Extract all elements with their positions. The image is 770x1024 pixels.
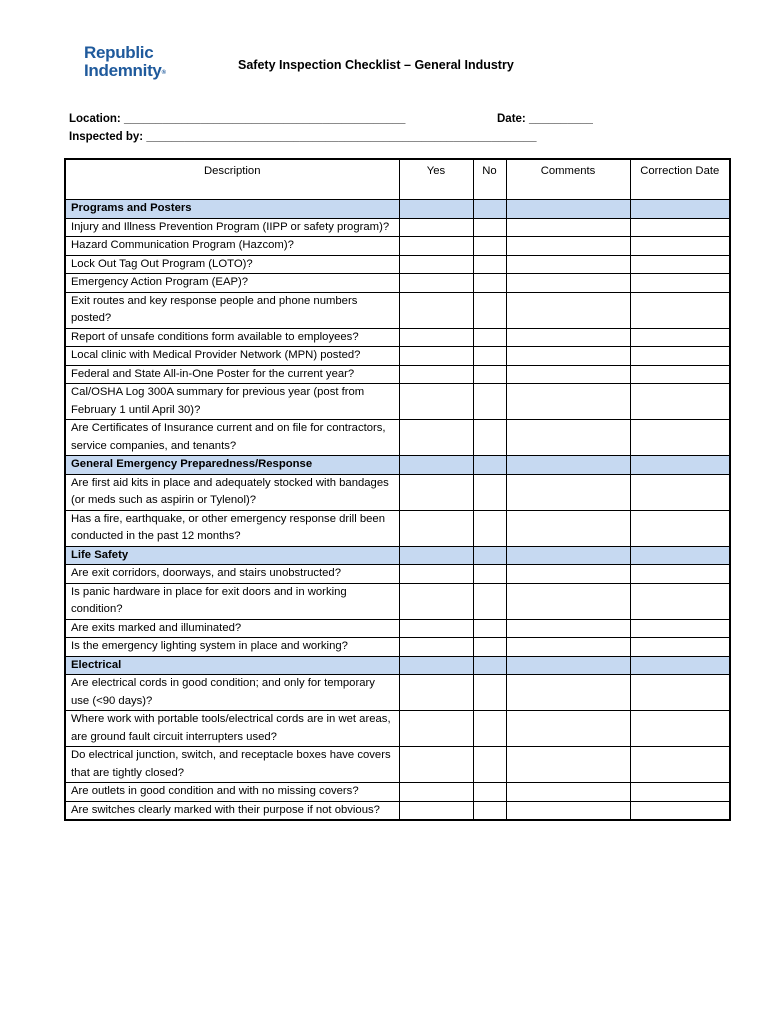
- table-row: [65, 675, 730, 711]
- comments-cell[interactable]: [506, 638, 630, 657]
- question-text: Emergency Action Program (EAP)?: [65, 274, 399, 293]
- yes-cell[interactable]: [399, 365, 473, 384]
- table-header-row: [65, 159, 730, 200]
- yes-cell[interactable]: [399, 420, 473, 456]
- question-text: Exit routes and key response people and phone numbers posted?: [65, 292, 399, 328]
- table-row: [65, 565, 730, 584]
- table-row: [65, 218, 730, 237]
- question-text: Are first aid kits in place and adequately stocked with bandages (or meds such as aspirin or Tylenol)?: [65, 474, 399, 510]
- comments-cell[interactable]: [506, 218, 630, 237]
- yes-cell[interactable]: [399, 347, 473, 366]
- logo-line1: Republic: [84, 43, 154, 62]
- section-title: General Emergency Preparedness/Response: [65, 456, 399, 475]
- yes-cell[interactable]: [399, 255, 473, 274]
- table-row: [65, 420, 730, 456]
- comments-cell[interactable]: [506, 619, 630, 638]
- section-header-row: [65, 656, 730, 675]
- question-text: Hazard Communication Program (Hazcom)?: [65, 237, 399, 256]
- table-row: [65, 619, 730, 638]
- table-row: [65, 292, 730, 328]
- no-cell[interactable]: [473, 675, 506, 711]
- yes-cell[interactable]: [399, 292, 473, 328]
- yes-cell[interactable]: [399, 638, 473, 657]
- question-text: Where work with portable tools/electrical cords are in wet areas, are ground fault circuit interrupters used?: [65, 711, 399, 747]
- comments-cell[interactable]: [506, 365, 630, 384]
- section-blank-cell: [506, 546, 630, 565]
- correction-date-cell[interactable]: [630, 747, 730, 783]
- table-row: [65, 474, 730, 510]
- table-row: [65, 711, 730, 747]
- correction-date-cell[interactable]: [630, 384, 730, 420]
- section-header-row: [65, 456, 730, 475]
- header-description: Description: [65, 159, 399, 200]
- correction-date-cell[interactable]: [630, 711, 730, 747]
- question-text: Lock Out Tag Out Program (LOTO)?: [65, 255, 399, 274]
- comments-cell[interactable]: [506, 675, 630, 711]
- section-blank-cell: [473, 546, 506, 565]
- section-blank-cell: [473, 456, 506, 475]
- yes-cell[interactable]: [399, 474, 473, 510]
- no-cell[interactable]: [473, 801, 506, 820]
- no-cell[interactable]: [473, 292, 506, 328]
- location-field[interactable]: Location: ____________________________________________: [69, 113, 406, 125]
- no-cell[interactable]: [473, 237, 506, 256]
- comments-cell[interactable]: [506, 510, 630, 546]
- logo-trademark: ®: [161, 70, 166, 76]
- correction-date-cell[interactable]: [630, 783, 730, 802]
- inspected-by-field[interactable]: Inspected by: _____________________________________________________________: [69, 131, 537, 143]
- comments-cell[interactable]: [506, 783, 630, 802]
- table-row: [65, 237, 730, 256]
- table-row: [65, 583, 730, 619]
- correction-date-cell[interactable]: [630, 274, 730, 293]
- no-cell[interactable]: [473, 783, 506, 802]
- section-blank-cell: [630, 656, 730, 675]
- comments-cell[interactable]: [506, 583, 630, 619]
- question-text: Federal and State All-in-One Poster for the current year?: [65, 365, 399, 384]
- section-header-row: [65, 200, 730, 219]
- table-row: [65, 255, 730, 274]
- yes-cell[interactable]: [399, 801, 473, 820]
- yes-cell[interactable]: [399, 747, 473, 783]
- yes-cell[interactable]: [399, 510, 473, 546]
- comments-cell[interactable]: [506, 747, 630, 783]
- yes-cell[interactable]: [399, 565, 473, 584]
- yes-cell[interactable]: [399, 274, 473, 293]
- checklist-table: [64, 158, 731, 821]
- yes-cell[interactable]: [399, 328, 473, 347]
- section-blank-cell: [399, 656, 473, 675]
- section-title: Electrical: [65, 656, 399, 675]
- question-text: Are Certificates of Insurance current and on file for contractors, service companies, and tenants?: [65, 420, 399, 456]
- section-blank-cell: [399, 200, 473, 219]
- comments-cell[interactable]: [506, 474, 630, 510]
- question-text: Report of unsafe conditions form available to employees?: [65, 328, 399, 347]
- correction-date-cell[interactable]: [630, 292, 730, 328]
- header-comments: Comments: [506, 159, 630, 200]
- header-yes: Yes: [399, 159, 473, 200]
- table-row: [65, 384, 730, 420]
- correction-date-cell[interactable]: [630, 328, 730, 347]
- section-blank-cell: [506, 456, 630, 475]
- page-title: Safety Inspection Checklist – General Industry: [238, 58, 514, 72]
- section-header-row: [65, 546, 730, 565]
- no-cell[interactable]: [473, 565, 506, 584]
- section-blank-cell: [473, 200, 506, 219]
- no-cell[interactable]: [473, 711, 506, 747]
- no-cell[interactable]: [473, 747, 506, 783]
- comments-cell[interactable]: [506, 274, 630, 293]
- yes-cell[interactable]: [399, 783, 473, 802]
- no-cell[interactable]: [473, 255, 506, 274]
- comments-cell[interactable]: [506, 801, 630, 820]
- comments-cell[interactable]: [506, 292, 630, 328]
- no-cell[interactable]: [473, 583, 506, 619]
- yes-cell[interactable]: [399, 711, 473, 747]
- correction-date-cell[interactable]: [630, 675, 730, 711]
- comments-cell[interactable]: [506, 237, 630, 256]
- correction-date-cell[interactable]: [630, 619, 730, 638]
- section-blank-cell: [630, 546, 730, 565]
- table-row: [65, 510, 730, 546]
- no-cell[interactable]: [473, 474, 506, 510]
- correction-date-cell[interactable]: [630, 583, 730, 619]
- correction-date-cell[interactable]: [630, 347, 730, 366]
- comments-cell[interactable]: [506, 328, 630, 347]
- correction-date-cell[interactable]: [630, 420, 730, 456]
- section-title: Life Safety: [65, 546, 399, 565]
- correction-date-cell[interactable]: [630, 474, 730, 510]
- yes-cell[interactable]: [399, 675, 473, 711]
- no-cell[interactable]: [473, 510, 506, 546]
- question-text: Has a fire, earthquake, or other emergency response drill been conducted in the past 12 months?: [65, 510, 399, 546]
- table-row: [65, 328, 730, 347]
- no-cell[interactable]: [473, 328, 506, 347]
- question-text: Are exits marked and illuminated?: [65, 619, 399, 638]
- table-row: [65, 747, 730, 783]
- section-title: Programs and Posters: [65, 200, 399, 219]
- no-cell[interactable]: [473, 384, 506, 420]
- comments-cell[interactable]: [506, 420, 630, 456]
- yes-cell[interactable]: [399, 619, 473, 638]
- correction-date-cell[interactable]: [630, 365, 730, 384]
- section-blank-cell: [630, 456, 730, 475]
- yes-cell[interactable]: [399, 218, 473, 237]
- table-row: [65, 274, 730, 293]
- republic-indemnity-logo: [84, 44, 166, 80]
- no-cell[interactable]: [473, 218, 506, 237]
- section-blank-cell: [399, 456, 473, 475]
- question-text: Are switches clearly marked with their purpose if not obvious?: [65, 801, 399, 820]
- correction-date-cell[interactable]: [630, 510, 730, 546]
- question-text: Local clinic with Medical Provider Network (MPN) posted?: [65, 347, 399, 366]
- yes-cell[interactable]: [399, 583, 473, 619]
- correction-date-cell[interactable]: [630, 801, 730, 820]
- table-row: [65, 801, 730, 820]
- correction-date-cell[interactable]: [630, 255, 730, 274]
- question-text: Do electrical junction, switch, and receptacle boxes have covers that are tightly closed?: [65, 747, 399, 783]
- correction-date-cell[interactable]: [630, 638, 730, 657]
- yes-cell[interactable]: [399, 384, 473, 420]
- no-cell[interactable]: [473, 274, 506, 293]
- question-text: Injury and Illness Prevention Program (IIPP or safety program)?: [65, 218, 399, 237]
- section-blank-cell: [630, 200, 730, 219]
- header-correction-date: Correction Date: [630, 159, 730, 200]
- table-row: [65, 365, 730, 384]
- comments-cell[interactable]: [506, 347, 630, 366]
- question-text: Are electrical cords in good condition; and only for temporary use (<90 days)?: [65, 675, 399, 711]
- no-cell[interactable]: [473, 638, 506, 657]
- question-text: Is panic hardware in place for exit doors and in working condition?: [65, 583, 399, 619]
- date-field[interactable]: Date: __________: [497, 113, 593, 125]
- yes-cell[interactable]: [399, 237, 473, 256]
- no-cell[interactable]: [473, 365, 506, 384]
- correction-date-cell[interactable]: [630, 237, 730, 256]
- section-blank-cell: [399, 546, 473, 565]
- comments-cell[interactable]: [506, 565, 630, 584]
- logo-line2: Indemnity: [84, 61, 162, 80]
- comments-cell[interactable]: [506, 711, 630, 747]
- correction-date-cell[interactable]: [630, 218, 730, 237]
- question-text: Are outlets in good condition and with no missing covers?: [65, 783, 399, 802]
- no-cell[interactable]: [473, 619, 506, 638]
- question-text: Are exit corridors, doorways, and stairs unobstructed?: [65, 565, 399, 584]
- comments-cell[interactable]: [506, 384, 630, 420]
- comments-cell[interactable]: [506, 255, 630, 274]
- question-text: Cal/OSHA Log 300A summary for previous year (post from February 1 until April 30)?: [65, 384, 399, 420]
- question-text: Is the emergency lighting system in place and working?: [65, 638, 399, 657]
- no-cell[interactable]: [473, 420, 506, 456]
- table-row: [65, 638, 730, 657]
- header-no: No: [473, 159, 506, 200]
- table-row: [65, 783, 730, 802]
- correction-date-cell[interactable]: [630, 565, 730, 584]
- section-blank-cell: [506, 656, 630, 675]
- table-row: [65, 347, 730, 366]
- section-blank-cell: [473, 656, 506, 675]
- no-cell[interactable]: [473, 347, 506, 366]
- section-blank-cell: [506, 200, 630, 219]
